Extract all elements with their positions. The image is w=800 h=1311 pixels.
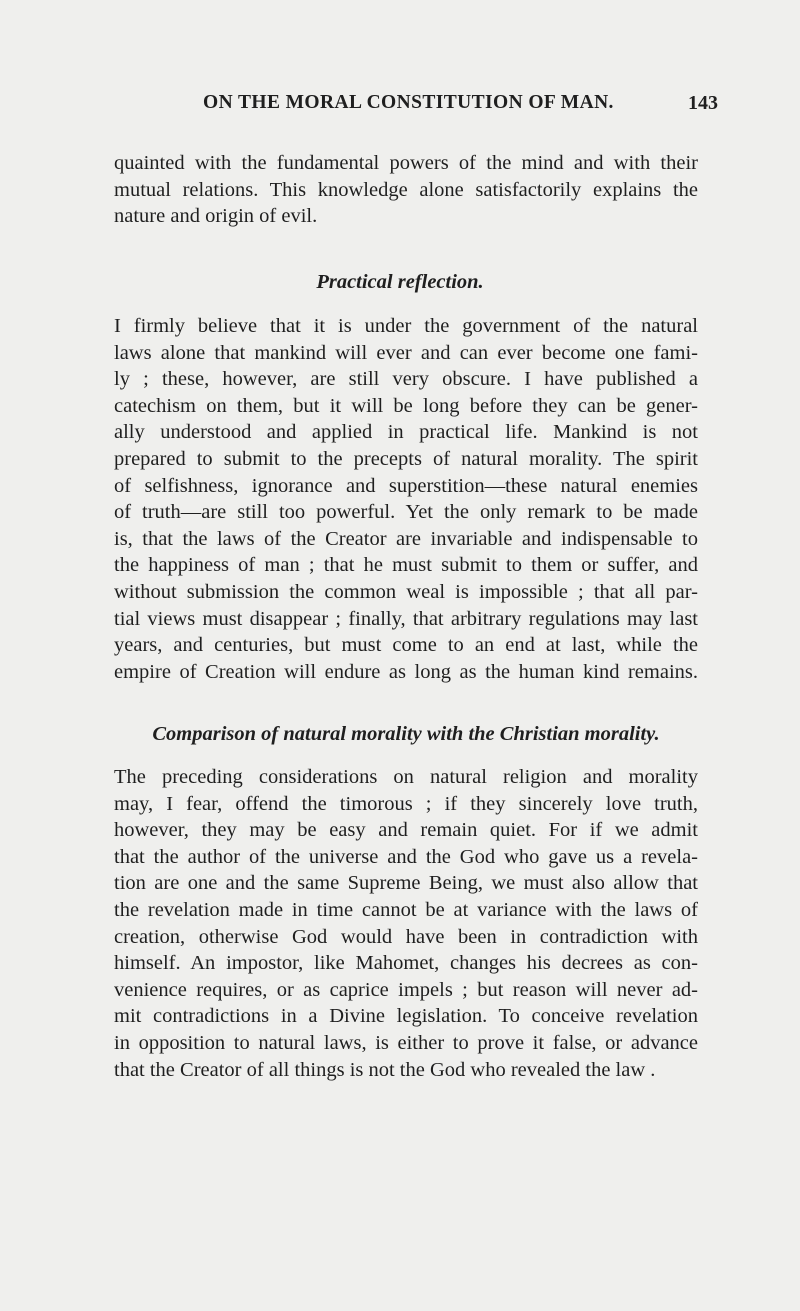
text-line: creation, otherwise God would have been in contradiction with: [114, 925, 698, 948]
text-line: is, that the laws of the Creator are invariable and indispensable to: [114, 527, 698, 550]
page-number: 143: [688, 92, 718, 114]
text-line: the happiness of man ; that he must submit to them or suffer, and: [114, 554, 698, 577]
text-line: without submission the common weal is impossible ; that all par-: [114, 580, 698, 603]
text-line: that the Creator of all things is not the God who revealed the law .: [114, 1058, 656, 1081]
text-line: venience requires, or as caprice impels ; but reason will never ad-: [114, 978, 698, 1001]
text-line: empire of Creation will endure as long as the human kind remains.: [114, 660, 698, 683]
section-heading-comparison: Comparison of natural morality with the Christian morality.: [152, 723, 660, 745]
paragraph-practical-reflection: [114, 313, 698, 685]
text-line: years, and centuries, but must come to an end at last, while the: [114, 634, 698, 657]
text-line: mit contradictions in a Divine legislation. To conceive revelation: [114, 1005, 698, 1028]
text-line: The preceding considerations on natural religion and morality: [114, 766, 698, 788]
text-line: tial views must disappear ; finally, that arbitrary regulations may last: [114, 607, 698, 630]
text-line: of truth—are still too powerful. Yet the only remark to be made: [114, 501, 698, 524]
running-title: ON THE MORAL CONSTITUTION OF MAN.: [203, 92, 614, 113]
section-heading-practical-reflection: Practical reflection.: [316, 271, 484, 293]
text-line: prepared to submit to the precepts of natural morality. The spirit: [114, 447, 698, 470]
paragraph-intro: [114, 150, 698, 230]
text-line: however, they may be easy and remain quiet. For if we admit: [114, 819, 698, 842]
paragraph-comparison: [114, 764, 698, 1083]
text-line: ally understood and applied in practical life. Mankind is not: [114, 421, 698, 444]
text-line: that the author of the universe and the God who gave us a revela-: [114, 845, 698, 868]
text-line: in opposition to natural laws, is either to prove it false, or advance: [114, 1031, 698, 1054]
text-line: catechism on them, but it will be long before they can be gener-: [114, 394, 698, 417]
text-line: nature and origin of evil.: [114, 205, 318, 228]
running-head: [0, 92, 800, 122]
text-line: laws alone that mankind will ever and can ever become one fami-: [114, 341, 698, 364]
text-line: ly ; these, however, are still very obscure. I have published a: [114, 368, 698, 391]
text-line: I firmly believe that it is under the government of the natural: [114, 315, 698, 337]
text-line: himself. An impostor, like Mahomet, changes his decrees as con-: [114, 952, 698, 975]
text-line: may, I fear, offend the timorous ; if they sincerely love truth,: [114, 792, 698, 815]
text-line: the revelation made in time cannot be at variance with the laws of: [114, 898, 698, 921]
text-line: of selfishness, ignorance and superstition—these natural enemies: [114, 474, 698, 497]
text-line: quainted with the fundamental powers of the mind and with their: [114, 152, 698, 174]
text-line: tion are one and the same Supreme Being, we must also allow that: [114, 872, 698, 895]
text-line: mutual relations. This knowledge alone satisfactorily explains the: [114, 178, 698, 201]
